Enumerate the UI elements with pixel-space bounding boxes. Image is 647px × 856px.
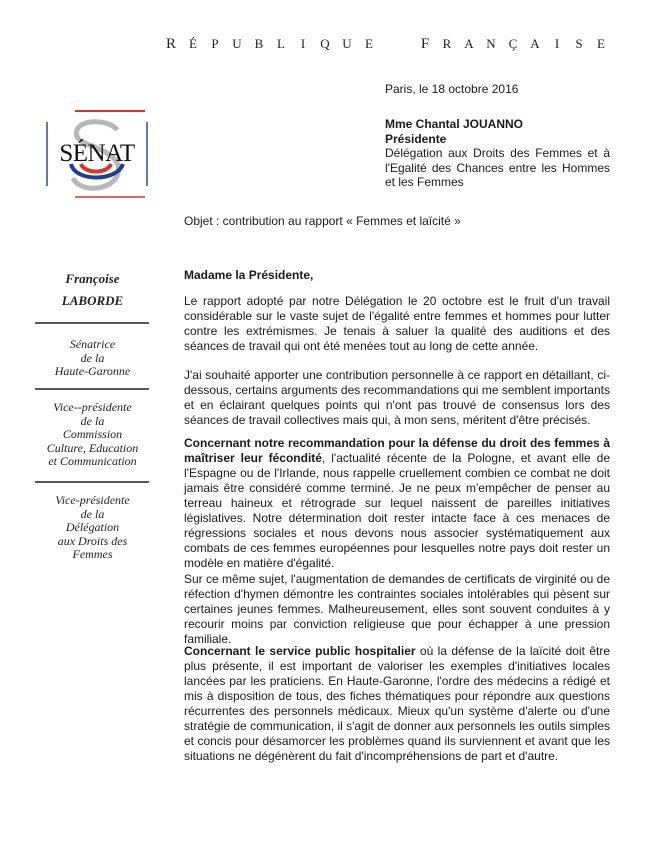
- role-line: Haute-Garonne: [54, 364, 131, 378]
- paragraph-body: où la défense de la laïcité doit être plus présente, il est important de valoriser les exemples d'initiatives locales lancées par les praticiens. En Haute-Garonne, l'ordre des médecins a rédigé et mis à disposition de tous, des fiches thématiques pour répondre aux questions récurrentes des personnels médicaux. Mieux qu'un système d'alerte ou d'une stratégie de communication, il s'agit de donner aux personnels les outils simples et concis pour désamorcer les problèmes quand ils surviennent et avant que les situations ne dégénèrent du fait d'incompréhensions de part et d'autre.: [184, 644, 610, 763]
- sidebar-divider: [35, 322, 149, 324]
- role-line: de la: [80, 350, 105, 365]
- letter: U: [342, 36, 352, 51]
- republique-francaise-header: [160, 36, 610, 53]
- letter-date: Paris, le 18 octobre 2016: [385, 82, 519, 96]
- recipient-organization: Délégation aux Droits des Femmes et à l'Egalité des Chances entre les Hommes et les Femmes: [385, 146, 610, 189]
- role-line: de la: [80, 506, 105, 521]
- paragraph-3: [184, 436, 610, 571]
- letter: R: [442, 36, 452, 51]
- sidebar-role-senatrice: [35, 338, 150, 379]
- sidebar-role-commission: [35, 401, 150, 469]
- letter: Q: [320, 36, 330, 51]
- paragraph-text: Sur ce même sujet, l'augmentation de demandes de certificats de virginité ou de réfection d'hymen démontre les contraintes sociales intolérables qui pèsent sur certaines jeunes femmes. Malheureusement, elles sont souvent conduites à y recourir moins par conviction religieuse que pour échapper à une pression familiale.: [184, 572, 610, 646]
- letter: A: [464, 36, 474, 51]
- paragraph-4: [184, 572, 610, 647]
- header-word-francaise: [414, 36, 612, 53]
- role-line: aux Droits des: [57, 533, 128, 548]
- recipient-name: Mme Chantal JOUANNO: [385, 117, 524, 131]
- role-line: Commission: [62, 427, 123, 441]
- letter: B: [254, 36, 264, 51]
- letter: R: [165, 36, 176, 52]
- letter: N: [486, 36, 496, 51]
- letter: A: [530, 36, 540, 51]
- role-line: Vice-présidente: [55, 493, 130, 507]
- letter: É: [189, 36, 197, 51]
- letter: Ç: [508, 36, 518, 51]
- paragraph-text: [184, 644, 610, 764]
- recipient-address: [385, 117, 610, 190]
- senat-logo: [45, 108, 149, 200]
- letter: U: [232, 36, 242, 51]
- role-line: Culture, Education: [46, 440, 139, 455]
- sidebar-divider: [35, 481, 149, 483]
- letter: P: [211, 36, 219, 51]
- sidebar-divider: [35, 388, 149, 390]
- letter: L: [277, 36, 285, 51]
- sender-first-name: Françoise: [65, 271, 120, 286]
- salutation: [184, 268, 610, 283]
- sender-last-name: LABORDE: [61, 293, 124, 308]
- letter: I: [554, 36, 560, 51]
- role-line: et Communication: [48, 454, 137, 468]
- paragraph-2: [184, 368, 610, 428]
- letter-subject: Objet : contribution au rapport « Femmes et laïcité »: [184, 214, 461, 228]
- paragraph-bold-lead: Concernant le service public hospitalier: [184, 644, 416, 658]
- role-line: Vice--présidente: [53, 400, 132, 414]
- sidebar-role-delegation: [35, 494, 150, 562]
- paragraph-bold-lead: Concernant notre recommandation pour la défense du droit des femmes à maîtriser leur fécondité: [184, 436, 610, 465]
- paragraph-text: Le rapport adopté par notre Délégation le 20 octobre est le fruit d'un travail considérable sur le vaste sujet de l'égalité entre femmes et hommes pour lutter contre les extrémismes. Je tenais à saluer la qualité des auditions et des séances de travail qui ont été menées tout au long de cette année.: [184, 294, 610, 353]
- paragraph-1: [184, 294, 610, 354]
- letter: S: [575, 36, 583, 51]
- senat-logo-text: SÉNAT: [59, 140, 135, 167]
- role-line: Sénatrice: [69, 337, 116, 351]
- role-line: de la: [80, 413, 105, 428]
- letter: E: [597, 36, 605, 51]
- header-word-republique: [160, 36, 380, 53]
- salutation-text: Madame la Présidente,: [184, 268, 314, 282]
- role-line: Délégation: [65, 520, 120, 534]
- sender-name: [35, 268, 150, 312]
- letter: E: [365, 36, 373, 51]
- role-line: Femmes: [72, 547, 113, 561]
- letter: F: [420, 36, 430, 52]
- paragraph-text: J'ai souhaité apporter une contribution personnelle à ce rapport en détaillant, ci-dessous, certains arguments des recommandations qui me semblent importants et en éclairant quelques points qui n'ont pas trouvé de consensus lors des séances de travail collectives mais qui, à mon sens, méritent d'être précisés.: [184, 368, 610, 427]
- paragraph-text: [184, 436, 610, 571]
- paragraph-body: , l'actualité récente de la Pologne, et avant elle de l'Espagne ou de l'Irlande, nous rappelle cruellement combien ce combat ne doit jamais être considéré comme terminé. Je ne peux m'empêcher de penser au terreau haineux et rétrograde sur lequel naissent de pareilles initiatives législatives. Notre détermination doit rester intacte face à ces menaces de régressions sociales et nous devons nous associer systématiquement aux combats de ces femmes européennes pour lesquelles notre pays doit rester un modèle en matière d'égalité.: [184, 451, 610, 570]
- letter: I: [300, 36, 306, 51]
- paragraph-5: [184, 644, 610, 764]
- recipient-title: Présidente: [385, 131, 447, 146]
